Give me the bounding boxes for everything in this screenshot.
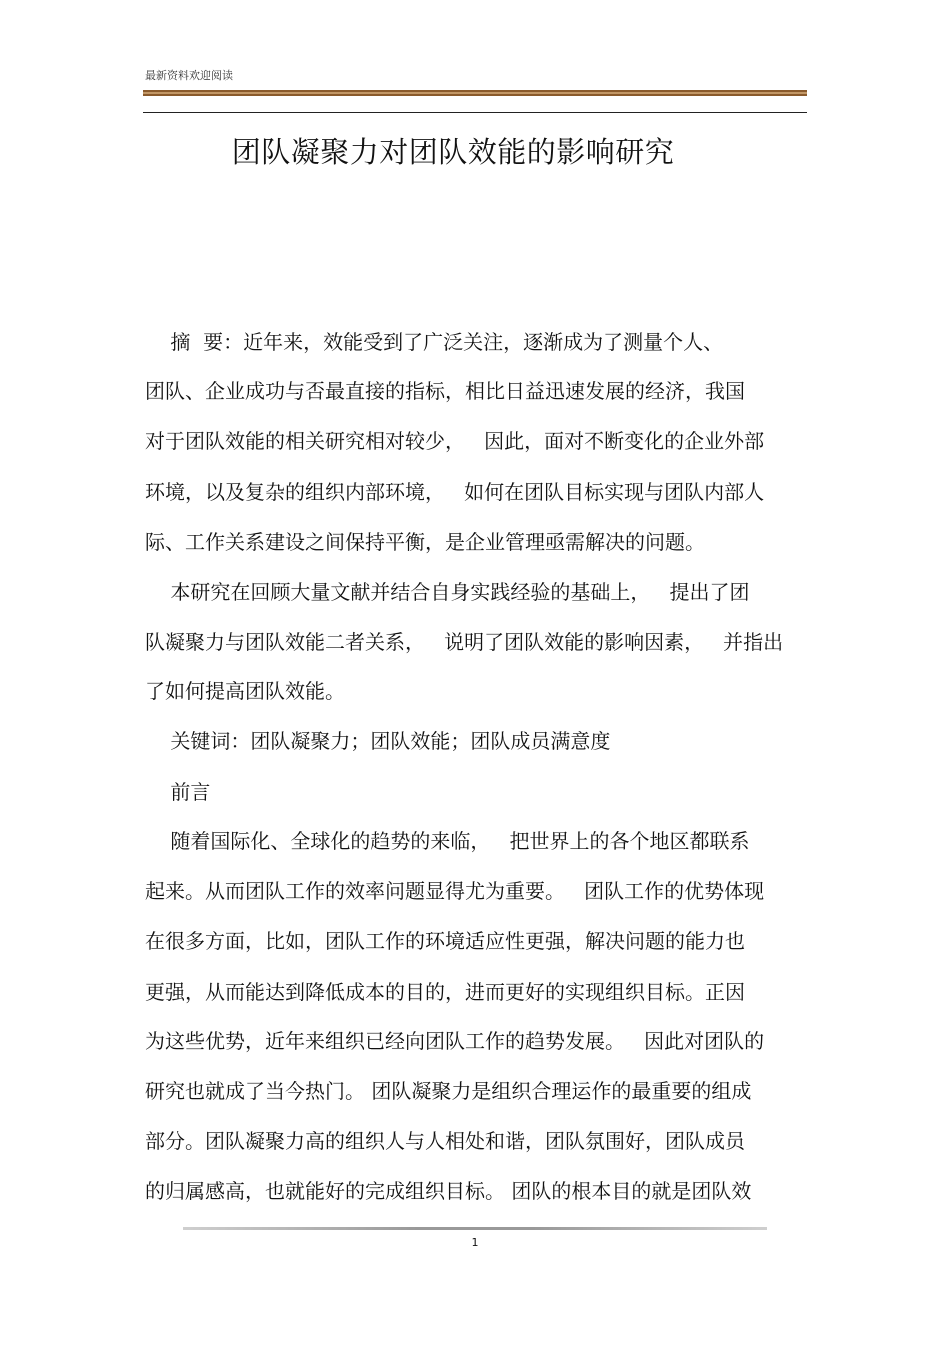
page-number: 1 <box>471 1236 479 1249</box>
body-line: 为这些优势，近年来组织已经向团队工作的趋势发展。 因此对团队的 <box>145 1029 765 1053</box>
header-thin-rule <box>143 112 807 113</box>
footer-rule <box>183 1227 767 1230</box>
body-line: 环境，以及复杂的组织内部环境， 如何在团队目标实现与团队内部人 <box>145 480 765 504</box>
body-line: 研究也就成了当今热门。 团队凝聚力是组织合理运作的最重要的组成 <box>145 1079 752 1103</box>
body-line: 摘 要：近年来，效能受到了广泛关注，逐渐成为了测量个人、 <box>145 330 724 354</box>
body-line: 部分。团队凝聚力高的组织人与人相处和谐，团队氛围好，团队成员 <box>145 1129 745 1153</box>
document-title-text: 团队凝聚力对团队效能的影响研究 <box>231 135 675 169</box>
body-line: 的归属感高，也就能好的完成组织目标。 团队的根本目的就是团队效 <box>145 1179 752 1203</box>
body-line: 团队、企业成功与否最直接的指标，相比日益迅速发展的经济，我国 <box>145 379 745 403</box>
keywords-line: 关键词：团队凝聚力；团队效能；团队成员满意度 <box>145 729 611 753</box>
section-heading-preface: 前言 <box>145 780 211 804</box>
body-line: 了如何提高团队效能。 <box>145 679 345 703</box>
body-line: 更强，从而能达到降低成本的目的，进而更好的实现组织目标。正因 <box>145 980 745 1004</box>
body-line: 队凝聚力与团队效能二者关系， 说明了团队效能的影响因素， 并指出 <box>145 630 784 654</box>
body-line: 本研究在回顾大量文献并结合自身实践经验的基础上， 提出了团 <box>145 580 750 604</box>
body-line: 对于团队效能的相关研究相对较少， 因此，面对不断变化的企业外部 <box>145 429 765 453</box>
page-header-text: 最新资料欢迎阅读 <box>145 69 233 82</box>
header-double-rule <box>143 90 807 96</box>
body-line: 际、工作关系建设之间保持平衡，是企业管理亟需解决的问题。 <box>145 530 705 554</box>
body-line: 随着国际化、全球化的趋势的来临， 把世界上的各个地区都联系 <box>145 829 750 853</box>
body-line: 起来。从而团队工作的效率问题显得尤为重要。 团队工作的优势体现 <box>145 879 765 903</box>
body-line: 在很多方面，比如，团队工作的环境适应性更强，解决问题的能力也 <box>145 929 745 953</box>
document-title <box>0 130 950 171</box>
